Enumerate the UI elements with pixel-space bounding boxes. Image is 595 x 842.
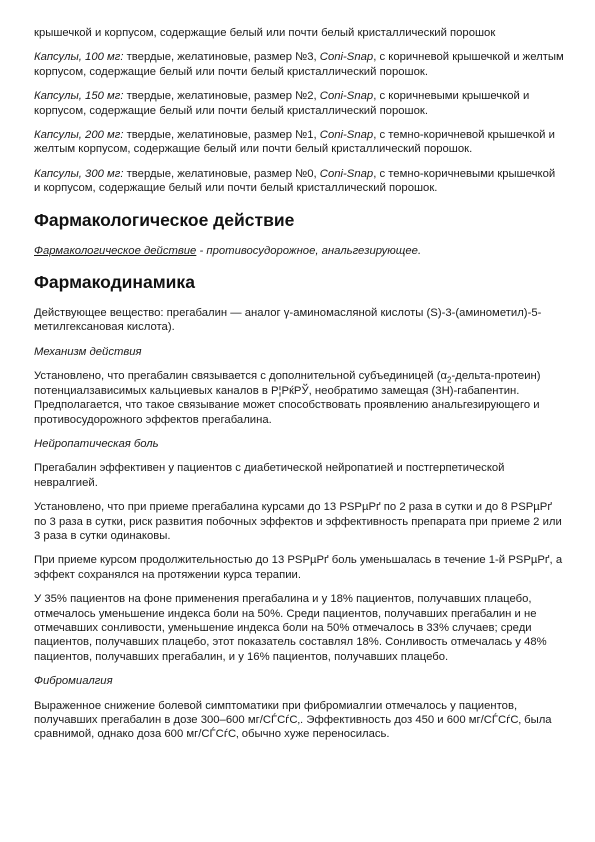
capsule-dose: Капсулы, 100 мг: — [34, 51, 124, 64]
pharmacodynamics-heading: Фармакодинамика — [34, 272, 195, 293]
capsule-100-description: Капсулы, 100 мг: твердые, желатиновые, размер №3, Coni-Snap, с коричневой крышечкой и желтым корпусом, содержащие белый или почти белый кристаллический порошок. — [34, 51, 564, 78]
fibro-subheading: Фибромиалгия — [34, 675, 113, 688]
neuro-paragraph-4: У 35% пациентов на фоне применения прегабалина и у 18% пациентов, получавших плацебо, отмечалось уменьшение индекса боли на 50%. Среди пациентов, получавших прегабалин и не отмечавших сонливости, уменьшение индекса боли на 50% отмечалось в 33% случаев; среди пациентов, получавших плацебо, этот показатель составлял 18%. Сонливость отмечалась у 48% пациентов, получавших прегабалин, и у 16% пациентов, получавших плацебо. — [34, 593, 547, 663]
neuro-subheading: Нейропатическая боль — [34, 437, 159, 450]
mechanism-subheading: Механизм действия — [34, 345, 142, 358]
pharm-action-link[interactable]: Фармакологическое действие — [34, 244, 197, 257]
capsules-intro-tail: крышечкой и корпусом, содержащие белый или почти белый кристаллический порошок — [34, 27, 496, 39]
document-page — [34, 26, 564, 752]
capsule-200-description: Капсулы, 200 мг: твердые, желатиновые, размер №1, Coni-Snap, с темно-коричневой крышечкой и желтым корпусом, содержащие белый или почти белый кристаллический порошок. — [34, 129, 555, 156]
neuro-paragraph-1: Прегабалин эффективен у пациентов с диабетической нейропатией и постгерпетической невралгией. — [34, 462, 505, 489]
capsule-300-description: Капсулы, 300 мг: твердые, желатиновые, размер №0, Coni-Snap, с темно-коричневыми крышечкой и корпусом, содержащие белый или почти белый кристаллический порошок. — [34, 167, 556, 195]
mechanism-text: Установлено, что прегабалин связывается с дополнительной субъединицей $(\alpha_2-дельта-протеин)$ потенциалзависимых кальциевых каналов в Р¦РќРЎ, необратимо замещая (3Н)-габапентин. Предполагается, что такое связывание может способствовать проявлению анальгезирующего и противосудорожного эффектов прегабалина. — [34, 370, 541, 426]
brand-name: Coni-Snap — [319, 129, 374, 142]
capsule-150-description: Капсулы, 150 мг: твердые, желатиновые, размер №2, Coni-Snap, с коричневыми крышечкой и корпусом, содержащие белый или почти белый кристаллический порошок. — [34, 90, 530, 117]
capsule-dose: Капсулы, 150 мг: — [34, 90, 124, 103]
brand-name: Coni-Snap — [319, 90, 374, 103]
neuro-paragraph-2: Установлено, что при приеме прегабалина курсами до 13 PSPµPґ по 2 раза в сутки и до 8 PSPµPґ по 3 раза в сутки, риск развития побочных эффектов и эффективность препарата при приеме 2 или 3 раза в сутки одинаковы. — [34, 501, 562, 542]
brand-name: Coni-Snap — [319, 51, 374, 64]
capsule-dose: Капсулы, 300 мг: — [34, 167, 124, 180]
brand-name: Coni-Snap — [319, 167, 374, 180]
capsule-dose: Капсулы, 200 мг: — [34, 129, 124, 142]
neuro-paragraph-3: При приеме курсом продолжительностью до 13 PSPµPґ боль уменьшалась в течение 1-й PSPµPґ, а эффект сохранялся на протяжении курса терапии. — [34, 554, 563, 581]
pharm-action-heading: Фармакологическое действие — [34, 209, 295, 230]
active-substance: Действующее вещество: прегабалин — аналог γ-аминомасляной кислоты (S)-3-(аминометил)-5-метилгексановая кислота). — [34, 307, 542, 334]
fibro-paragraph-1: Выраженное снижение болевой симптоматики при фибромиалгии отмечалось у пациентов, получавших прегабалин в дозе 300–600 мг/СЃСѓС‚. Эффективность доз 450 и 600 мг/СЃСѓС‚ была сравнимой, однако доза 600 мг/СЃСѓС‚ обычно хуже переносилась. — [34, 699, 552, 741]
pharm-action-text: Фармакологическое действие - противосудорожное, анальгезирующее. — [34, 244, 422, 257]
